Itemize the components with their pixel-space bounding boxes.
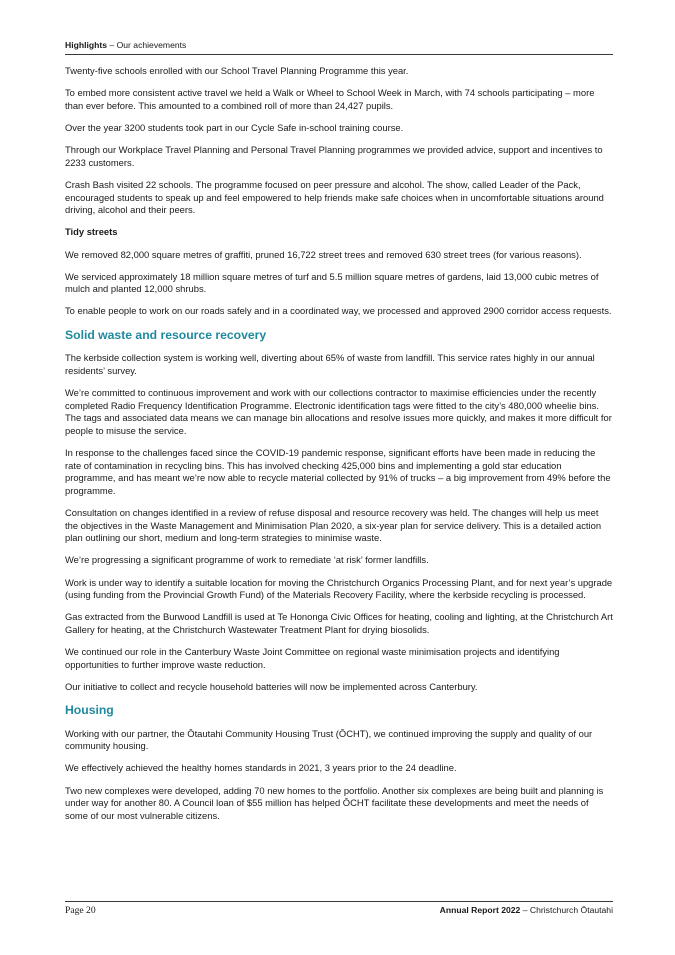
paragraph: Consultation on changes identified in a review of refuse disposal and resource recovery was held. The changes will help us meet the objectives in the Waste Management and Minimisation Plan 2020, a six-year plan for service delivery. This is a detailed action plan outlining our short, medium and long-term strategies to minimise waste. [65, 506, 602, 544]
header-section: Highlights [65, 40, 108, 50]
paragraph: The kerbside collection system is working well, diverting about 65% of waste from landfill. This service rates highly in our annual residents’ survey. [65, 352, 595, 376]
paragraph: Gas extracted from the Burwood Landfill is used at Te Hononga Civic Offices for heating, cooling and lighting, at the Christchurch Art Gallery for heating, at the Christchurch Wastewater Treatment Plant for drying biosolids. [65, 611, 613, 635]
section-heading: Housing [65, 703, 114, 718]
running-header [65, 40, 613, 55]
paragraph: Our initiative to collect and recycle household batteries will now be implemented across Canterbury. [65, 680, 478, 692]
footer-city: Christchurch Ōtautahi [529, 905, 613, 915]
paragraph: We’re progressing a significant programme of work to remediate ‘at risk’ former landfills. [65, 554, 429, 566]
paragraph: We removed 82,000 square metres of graffiti, pruned 16,722 street trees and removed 630 street trees (for various reasons). [65, 248, 582, 260]
paragraph: In response to the challenges faced since the COVID-19 pandemic response, significant efforts have been made in reducing the rate of contamination in recycling bins. This has involved checking 425,000 bins and implementing a gold star education programme, and has meant we’re now able to recycle material collected by 91% of trucks – a big improvement from 49% before the programme. [65, 447, 611, 496]
paragraph: Over the year 3200 students took part in our Cycle Safe in-school training course. [65, 121, 404, 133]
footer-report: Annual Report 2022 [439, 905, 521, 915]
section-heading: Solid waste and resource recovery [65, 327, 267, 342]
page-number: Page 20 [65, 905, 96, 916]
footer-title [440, 905, 613, 916]
paragraph: Twenty-five schools enrolled with our School Travel Planning Programme this year. [65, 65, 409, 76]
body-content [65, 65, 613, 832]
paragraph: To enable people to work on our roads safely and in a coordinated way, we processed and approved 2900 corridor access requests. [65, 305, 612, 317]
paragraph: We continued our role in the Canterbury Waste Joint Committee on regional waste minimisation projects and identifying opportunities to further improve waste reduction. [65, 646, 560, 670]
header-separator: – [107, 40, 117, 50]
header-subsection: Our achievements [116, 40, 187, 50]
paragraph: We’re committed to continuous improvement and work with our collections contractor to maximise efficiencies under the recently completed Radio Frequency Identification Programme. Electronic identification tags were fitted to the city’s 480,000 wheelie bins. The tags and associated data means we can manage bin allocations and resolve issues more quickly, and makes it more difficult for people to misuse the service. [65, 387, 612, 436]
paragraph: Crash Bash visited 22 schools. The programme focused on peer pressure and alcohol. The show, called Leader of the Pack, encouraged students to speak up and feel empowered to help friends make safe choices when in uncomfortable situations around driving, alcohol and their peers. [65, 178, 604, 216]
paragraph: We effectively achieved the healthy homes standards in 2021, 3 years prior to the 24 deadline. [65, 762, 457, 774]
paragraph: Through our Workplace Travel Planning and Personal Travel Planning programmes we provided advice, support and incentives to 2233 customers. [65, 144, 603, 168]
subsection-heading: Tidy streets [65, 226, 118, 238]
paragraph: To embed more consistent active travel we held a Walk or Wheel to School Week in March, with 74 schools participating – more than ever before. This amounted to a combined roll of more than 24,427 pupils. [65, 87, 595, 111]
running-footer [65, 901, 613, 916]
paragraph: Work is under way to identify a suitable location for moving the Christchurch Organics Processing Plant, and for next year’s upgrade (using funding from the Provincial Growth Fund) of the Materials Recovery Facility, where the kerbside recycling is processed. [65, 576, 613, 601]
footer-separator: – [520, 905, 530, 915]
paragraph: We serviced approximately 18 million square metres of turf and 5.5 million square metres of gardens, laid 13,000 cubic metres of mulch and planted 12,000 shrubs. [65, 270, 599, 295]
paragraph: Two new complexes were developed, adding 70 new homes to the portfolio. Another six complexes are being built and planning is under way for another 80. A Council loan of $55 million has helped ŌCHT facilitate these developments and meet the needs of some of our most vulnerable citizens. [65, 784, 604, 821]
paragraph: Working with our partner, the Ōtautahi Community Housing Trust (ŌCHT), we continued improving the supply and quality of our community housing. [65, 727, 593, 752]
